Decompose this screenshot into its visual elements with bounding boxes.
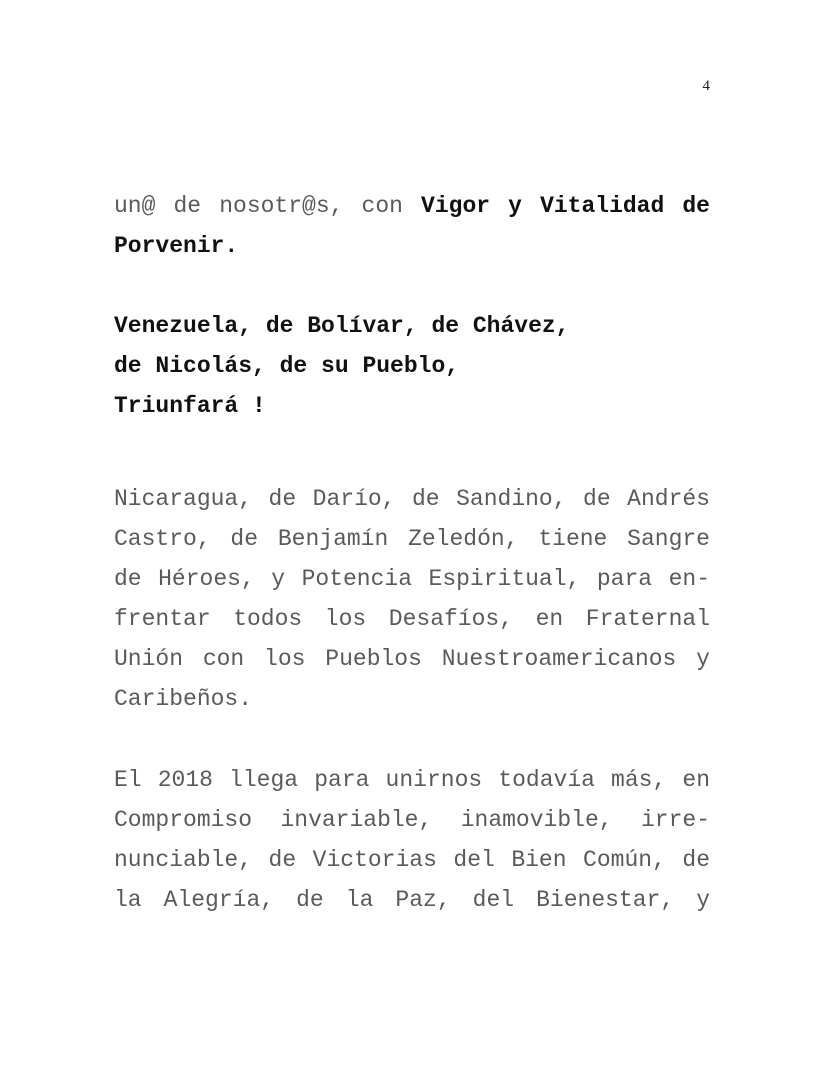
intro-prefix: un@ de nosotr@s, con — [114, 193, 422, 219]
nicaragua-line-2: Castro, de Benjamín Zeledón, tiene Sangre — [114, 526, 710, 552]
year-line-1: El 2018 llega para unirnos todavía más, en — [114, 767, 710, 793]
nicaragua-line-4: frentar todos los Desafíos, en Fraternal — [114, 606, 710, 632]
nicaragua-line-6: Caribeños. — [114, 686, 253, 712]
venezuela-line-1: Venezuela, de Bolívar, de Chávez, — [114, 313, 570, 339]
venezuela-line-3: Triunfará ! — [114, 393, 266, 419]
year-line-3: nunciable, de Victorias del Bien Común, de — [114, 847, 710, 873]
intro-bold-text: Vigor y Vitalidad de — [421, 193, 710, 219]
year-line-2: Compromiso invariable, inamovible, irre- — [114, 807, 710, 833]
nicaragua-line-5: Unión con los Pueblos Nuestroamericanos y — [114, 646, 710, 672]
nicaragua-line-3: de Héroes, y Potencia Espiritual, para en- — [114, 566, 710, 592]
venezuela-line-2: de Nicolás, de su Pueblo, — [114, 353, 460, 379]
nicaragua-line-1: Nicaragua, de Darío, de Sandino, de Andrés — [114, 486, 710, 512]
year-line-4: la Alegría, de la Paz, del Bienestar, y — [114, 887, 710, 913]
page-number: 4 — [702, 78, 710, 94]
intro-line-2: Porvenir. — [114, 233, 239, 259]
intro-line-1 — [114, 191, 710, 221]
